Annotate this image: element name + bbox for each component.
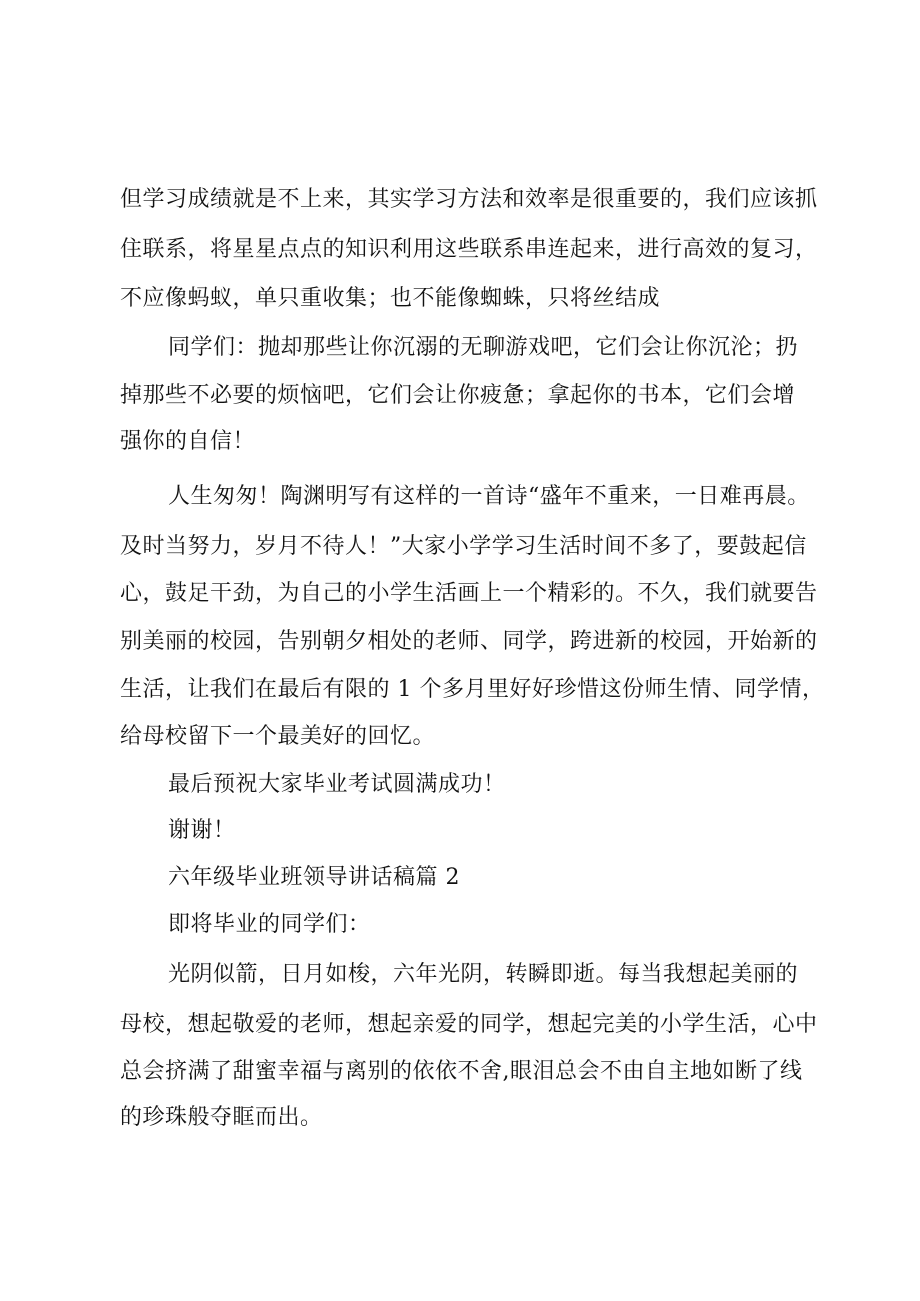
salutation: 即将毕业的同学们： — [168, 912, 371, 937]
paragraph-4-line-3: 总会挤满了甜蜜幸福与离别的依依不舍,眼泪总会不由自主地如断了线 — [120, 1059, 803, 1084]
paragraph-3-line-6: 给母校留下一个最美好的回忆。 — [120, 724, 436, 749]
section-heading: 六年级毕业班领导讲话稿篇 2 — [168, 865, 460, 890]
paragraph-2-line-2: 掉那些不必要的烦恼吧，它们会让你疲惫；拿起你的书本，它们会增 — [120, 383, 796, 408]
paragraph-3-line-2: 及时当努力，岁月不待人！”大家小学学习生活时间不多了，要鼓起信 — [120, 534, 807, 559]
paragraph-3-line-3: 心，鼓足干劲，为自己的小学生活画上一个精彩的。不久，我们就要告 — [120, 581, 818, 606]
paragraph-2-line-3: 强你的自信！ — [120, 429, 256, 454]
paragraph-4-line-4: 的珍珠般夺眶而出。 — [120, 1105, 323, 1130]
paragraph-4-line-1: 光阴似箭，日月如梭，六年光阴，转瞬即逝。每当我想起美丽的 — [168, 962, 799, 987]
thanks-text: 谢谢！ — [168, 818, 236, 843]
paragraph-4-line-2: 母校，想起敬爱的老师，想起亲爱的同学，想起完美的小学生活，心中 — [120, 1012, 818, 1037]
paragraph-2-line-1: 同学们：抛却那些让你沉溺的无聊游戏吧，它们会让你沉沦；扔 — [168, 335, 799, 360]
closing-wish: 最后预祝大家毕业考试圆满成功！ — [168, 772, 506, 797]
paragraph-3-line-4: 别美丽的校园，告别朝夕相处的老师、同学，跨进新的校园，开始新的 — [120, 629, 818, 654]
paragraph-3-line-1: 人生匆匆！陶渊明写有这样的一首诗“盛年不重来，一日难再晨。 — [168, 484, 810, 509]
paragraph-3-line-5: 生活，让我们在最后有限的 1 个多月里好好珍惜这份师生情、同学情， — [120, 677, 825, 702]
paragraph-1-line-1: 但学习成绩就是不上来，其实学习方法和效率是很重要的，我们应该抓 — [120, 187, 818, 212]
paragraph-1-line-2: 住联系，将星星点点的知识利用这些联系串连起来，进行高效的复习， — [120, 237, 818, 262]
paragraph-1-line-3: 不应像蚂蚁，单只重收集；也不能像蜘蛛，只将丝结成 — [120, 286, 661, 311]
